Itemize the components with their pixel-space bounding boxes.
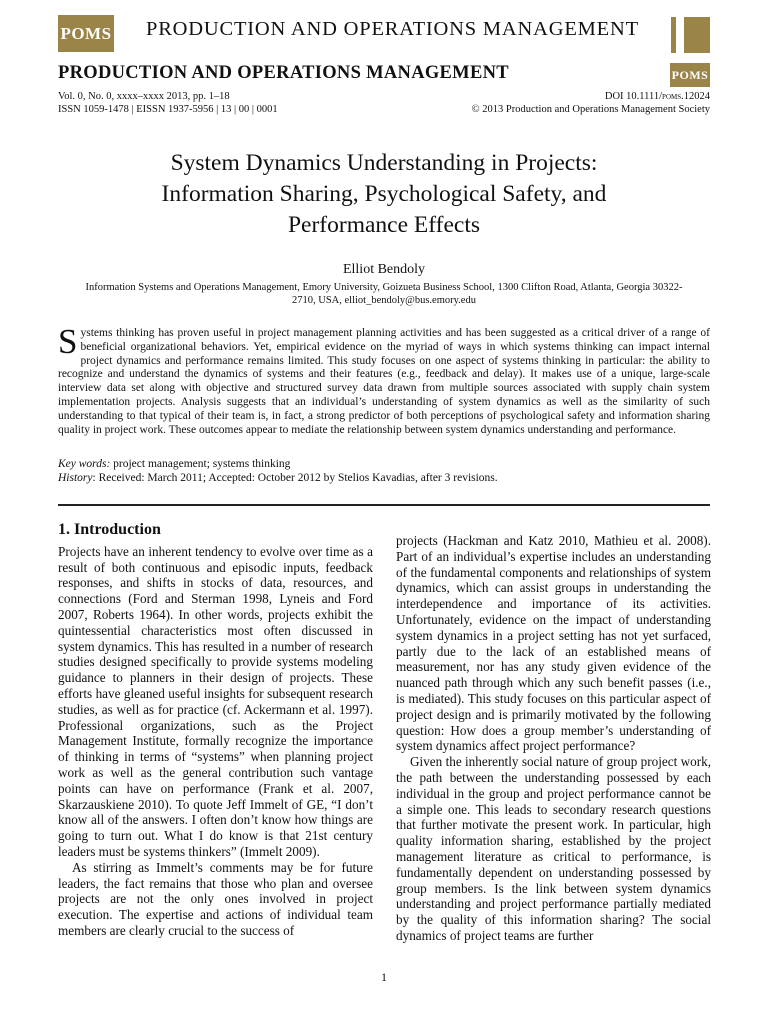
copyright: © 2013 Production and Operations Management Society: [471, 104, 710, 115]
left-paragraph-2: As stirring as Immelt’s comments may be for future leaders, the fact remains that those who plan and oversee projects are not the only ones involved in project execution. The expertise and actions of individual team members are clearly crucial to the success of: [58, 859, 373, 938]
title-line-2: Information Sharing, Psychological Safety, and: [161, 181, 607, 207]
issn-text: ISSN 1059-1478 | EISSN 1937-5956 | 13 | 00 | 0001: [58, 104, 278, 115]
keywords-label: Key words:: [58, 458, 111, 470]
article-title: [58, 148, 710, 241]
journal-banner: PRODUCTION AND OPERATIONS MANAGEMENT: [146, 18, 639, 40]
history-text: : Received: March 2011; Accepted: October 2012 by Stelios Kavadias, after 3 revisions.: [92, 471, 498, 484]
author-name: Elliot Bendoly: [342, 262, 426, 277]
poms-logo: [58, 15, 114, 52]
abstract-dropcap: S: [58, 322, 78, 361]
history-label: History: [58, 471, 93, 484]
history-line: [58, 472, 710, 486]
left-paragraph-1: Projects have an inherent tendency to evolve over time as a result of both continuous and episodic inputs, feedback responses, and shifts in stocks of data, resources, and connections (Ford and Sterman 1998, Lyneis and Ford 2007, Roberts 1964). In other words, projects exhibit the quintessential characteristics most often discussed in system dynamics. This has resulted in a number of research studies designed specifically to provide systems modeling guidance to planners in their design of projects. These efforts have gleaned useful insights for subsequent research studies, as well as for practice (cf. Ackermann et al. 1997). Professional organizations, such as the Project Management Institute, formally recognize the importance of thinking in terms of “systems” when planning project work as well as the general contribution such vantage points can have on performance (Frank et al. 2007, Skarzauskiene 2010). To quote Jeff Immelt of GE, “I don’t know all of the answers. I often don’t know how things are going to turn out. What I do know is that 21st century leaders must be systems thinkers” (Immelt 2009).: [58, 543, 373, 859]
banner-bar-thin: [671, 17, 676, 53]
journal-title: PRODUCTION AND OPERATIONS MANAGEMENT: [58, 63, 509, 83]
right-column: [396, 533, 711, 944]
abstract: [58, 322, 710, 437]
title-line-1: System Dynamics Understanding in Projects:: [170, 150, 598, 176]
banner-bar-thick: [684, 17, 710, 53]
volume-info: Vol. 0, No. 0, xxxx–xxxx 2013, pp. 1–18: [58, 91, 230, 102]
page-number: 1: [381, 970, 387, 984]
abstract-text: ystems thinking has proven useful in project management planning activities and has been suggested as a critical driver of a range of beneficial organizational behaviors. Yet, empirical evidence on the myriad of ways in which systems thinking can impact internal project dynamics and performance remains limited. This study focuses on one aspect of systems thinking in particular: the ability to recognize and understand the dynamics of systems and their features (e.g., feedback and delay). It makes use of a unique, large-scale interview data set along with objective and structured survey data drawn from multiple sources associated with supply chain system implementation projects. Analysis suggests that an individual’s understanding of system dynamics as well as the similarity of such understanding to that typical of their team is, in fact, a strong predictor of both perceptions of psychological safety and information sharing quality in project work. These outcomes appear to mediate the relationship between system dynamics understanding and performance.: [58, 327, 710, 436]
keywords-line: [58, 458, 710, 472]
title-line-3: Performance Effects: [287, 212, 481, 238]
poms-logo-small: [670, 63, 710, 87]
section-heading: 1. Introduction: [58, 521, 161, 538]
keywords-text: project management; systems thinking: [113, 458, 291, 470]
poms-logo-small-text: POMS: [671, 67, 709, 82]
doi-info: [605, 90, 710, 103]
right-paragraph-2: Given the inherently social nature of group project work, the path between the understanding possessed by each individual in the group and project performance cannot be a simple one. This leads to secondary research questions that further motivate the present work. In particular, high quality information sharing, established by the project management literature as critical to performance, is fundamentally dependent on understanding possessed by group members. Is the link between system dynamics understanding and project performance partially mediated by the quality of this information sharing? The social dynamics of project teams are further: [396, 754, 711, 943]
right-paragraph-1: projects (Hackman and Katz 2010, Mathieu et al. 2008). Part of an individual’s expertise includes an understanding of the fundamental components and relationships of system dynamics, which can assist groups in understanding the interdependence and importance of its activities. Unfortunately, evidence on the impact of understanding system dynamics in a project setting has not yet surfaced, partly due to the lack of an established means of measurement, nor has any study given evidence of the nuanced path through which any such benefit passes (i.e., is mediated). This study focuses on this particular aspect of project design and is primarily motivated by the following question: How does a group member’s understanding of system dynamics affect project performance?: [396, 533, 711, 754]
author-affiliation: Information Systems and Operations Management, Emory University, Goizueta Business School, 1300 Clifton Road, Atlanta, Georgia 30322-2710, USA, elliot_bendoly@bus.emory.edu: [85, 282, 683, 306]
section-divider: [58, 504, 710, 506]
doi-text: DOI 10.1111/poms.12024: [604, 91, 710, 102]
poms-logo-text: POMS: [60, 23, 112, 43]
keywords-history: [58, 458, 710, 486]
left-column: [58, 522, 373, 939]
issn-info: [58, 103, 278, 116]
